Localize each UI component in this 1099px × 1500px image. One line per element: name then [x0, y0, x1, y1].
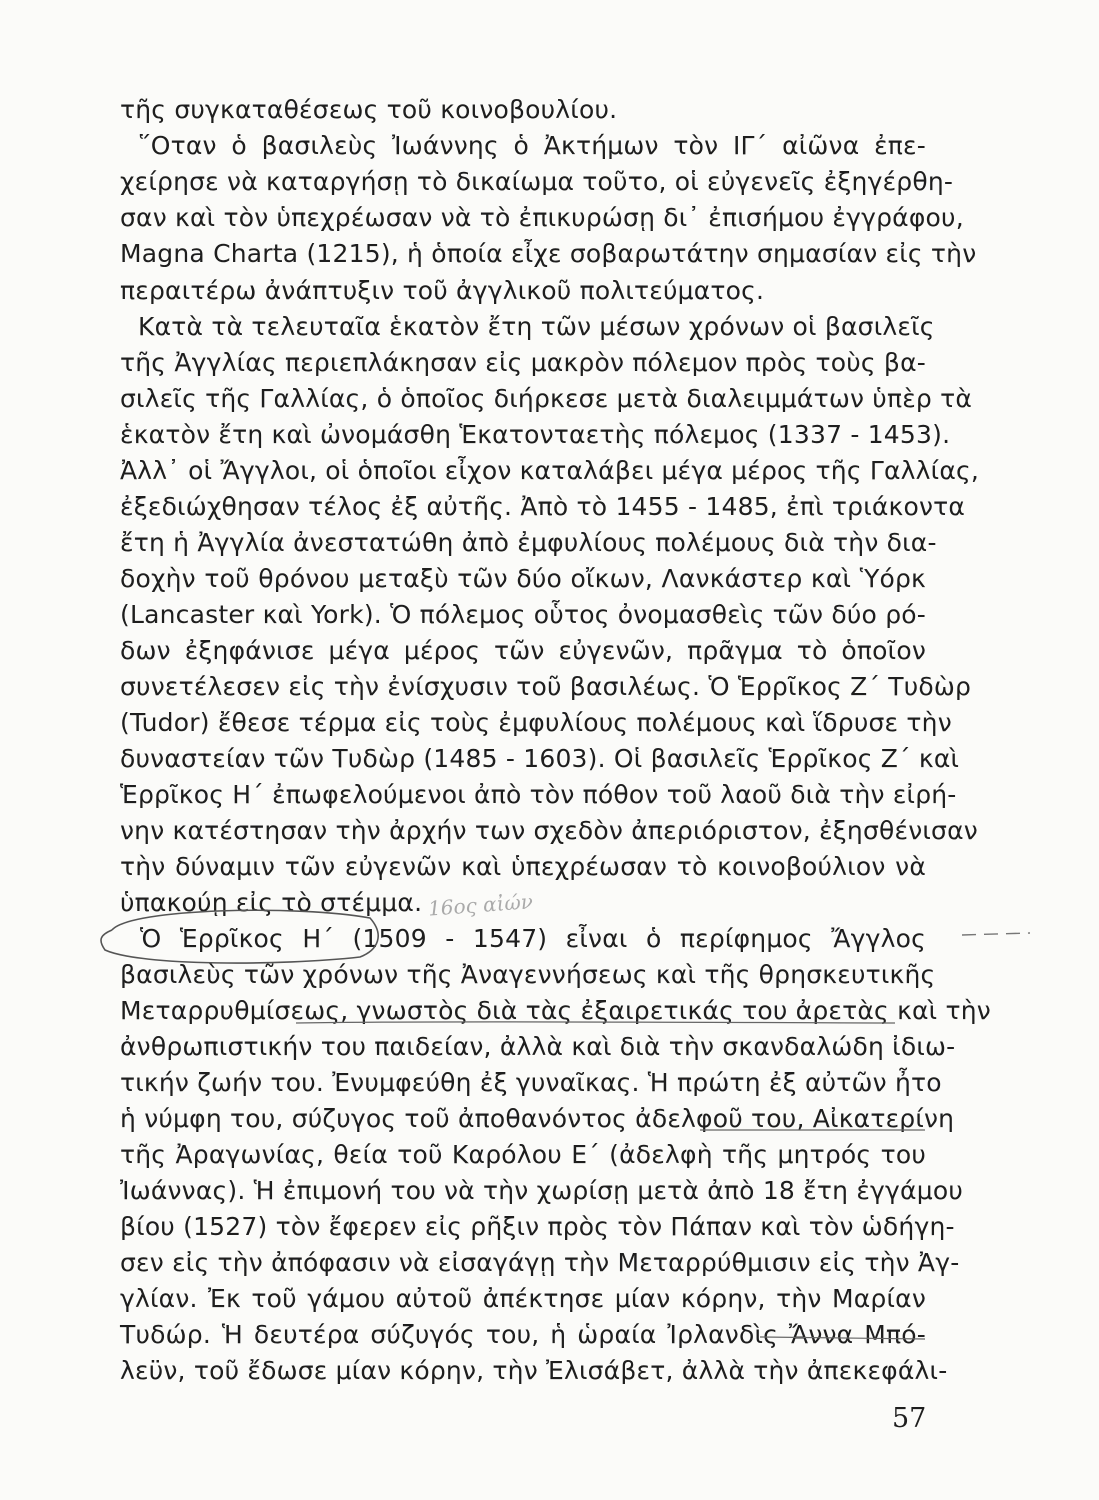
text-line: Ἀλλ᾽ οἱ Ἄγγλοι, οἱ ὁποῖοι εἶχον καταλάβει μέγα μέρος τῆς Γαλλίας, [120, 456, 980, 485]
text-line: ἀνθρωπιστικήν του παιδείαν, ἀλλὰ καὶ διὰ τὴν σκανδαλώδη ἰδιω- [120, 1032, 956, 1061]
margin-note: 16ος αἰών [427, 889, 534, 921]
text-line: Τυδώρ. Ἡ δευτέρα σύζυγός του, ἡ ὡραία Ἰρλανδὶς Ἄννα Μπό- [120, 1320, 926, 1349]
text-line: Ἰωάννας). Ἡ ἐπιμονή του νὰ τὴν χωρίσῃ μετὰ ἀπὸ 18 ἔτη ἐγγάμου [120, 1176, 963, 1205]
text-line: Κατὰ τὰ τελευταῖα ἑκατὸν ἔτη τῶν μέσων χρόνων οἱ βασιλεῖς [138, 312, 935, 341]
text-line: δοχὴν τοῦ θρόνου μεταξὺ τῶν δύο οἴκων, Λανκάστερ καὶ Ὑόρκ [120, 564, 926, 593]
page-number: 57 [892, 1403, 927, 1434]
text-line: (Lancaster καὶ York). Ὁ πόλεμος οὗτος ὀνομασθεὶς τῶν δύο ρό- [120, 600, 926, 629]
text-line: βίου (1527) τὸν ἔφερεν εἰς ρῆξιν πρὸς τὸν Πάπαν καὶ τὸν ὡδήγη- [120, 1212, 955, 1241]
text-line: ῞Οταν ὁ βασιλεὺς Ἰωάννης ὁ Ἀκτήμων τὸν ΙΓ΄ αἰῶνα ἐπε- [138, 131, 926, 160]
text-line: Ὁ Ἑρρῖκος Η΄ (1509 - 1547) εἶναι ὁ περίφημος Ἄγγλος [140, 924, 926, 953]
text-line: ἔτη ἡ Ἀγγλία ἀνεστατώθη ἀπὸ ἐμφυλίους πολέμους διὰ τὴν δια- [120, 528, 937, 557]
text-line: τῆς Ἀγγλίας περιεπλάκησαν εἰς μακρὸν πόλεμον πρὸς τοὺς βα- [120, 348, 926, 377]
text-line: Magna Charta (1215), ἡ ὁποία εἶχε σοβαρωτάτην σημασίαν εἰς τὴν [120, 239, 977, 268]
text-line: ὑπακούῃ εἰς τὸ στέμμα. [120, 888, 423, 917]
text-line: Μεταρρυθμίσεως, γνωστὸς διὰ τὰς ἐξαιρετικάς του ἀρετὰς καὶ τὴν [120, 996, 991, 1025]
text-line: τῆς Ἀραγωνίας, θεία τοῦ Καρόλου Ε΄ (ἀδελφὴ τῆς μητρός του [120, 1140, 926, 1169]
text-line: τικήν ζωήν του. Ἐνυμφεύθη ἐξ γυναῖκας. Ἡ πρώτη ἐξ αὐτῶν ἦτο [120, 1068, 942, 1097]
text-line: ἡ νύμφη του, σύζυγος τοῦ ἀποθανόντος ἀδελφοῦ του, Αἰκατερίνη [120, 1104, 955, 1133]
text-line: βασιλεὺς τῶν χρόνων τῆς Ἀναγεννήσεως καὶ τῆς θρησκευτικῆς [120, 960, 936, 989]
margin-dash-mark [962, 933, 1030, 935]
text-line: γλίαν. Ἐκ τοῦ γάμου αὐτοῦ ἀπέκτησε μίαν κόρην, τὴν Μαρίαν [120, 1284, 926, 1313]
text-line: συνετέλεσεν εἰς τὴν ἐνίσχυσιν τοῦ βασιλέως. Ὁ Ἑρρῖκος Ζ΄ Τυδὼρ [120, 672, 972, 701]
text-line: ἐξεδιώχθησαν τέλος ἐξ αὐτῆς. Ἀπὸ τὸ 1455 - 1485, ἐπὶ τριάκοντα [120, 492, 966, 521]
text-line: νην κατέστησαν τὴν ἀρχήν των σχεδὸν ἀπεριόριστον, ἐξησθένισαν [120, 816, 978, 845]
text-line: ἑκατὸν ἔτη καὶ ὠνομάσθη Ἑκατονταετὴς πόλεμος (1337 - 1453). [120, 420, 951, 449]
text-line: δυναστείαν τῶν Τυδὼρ (1485 - 1603). Οἱ βασιλεῖς Ἑρρῖκος Ζ΄ καὶ [120, 744, 960, 773]
text-line: σιλεῖς τῆς Γαλλίας, ὁ ὁποῖος διήρκεσε μετὰ διαλειμμάτων ὑπὲρ τὰ [120, 384, 973, 413]
text-line: σαν καὶ τὸν ὑπεχρέωσαν νὰ τὸ ἐπικυρώσῃ δι᾽ ἐπισήμου ἐγγράφου, [120, 203, 964, 232]
text-line: Ἑρρῖκος Η΄ ἐπωφελούμενοι ἀπὸ τὸν πόθον τοῦ λαοῦ διὰ τὴν εἰρή- [120, 780, 957, 809]
text-line: σεν εἰς τὴν ἀπόφασιν νὰ εἰσαγάγῃ τὴν Μεταρρύθμισιν εἰς τὴν Ἀγ- [120, 1248, 960, 1277]
text-line: τὴν δύναμιν τῶν εὐγενῶν καὶ ὑπεχρέωσαν τὸ κοινοβούλιον νὰ [120, 852, 926, 881]
text-line: περαιτέρω ἀνάπτυξιν τοῦ ἀγγλικοῦ πολιτεύματος. [120, 276, 765, 305]
text-line: δων ἐξηφάνισε μέγα μέρος τῶν εὐγενῶν, πρᾶγμα τὸ ὁποῖον [120, 636, 926, 665]
text-line: χείρησε νὰ καταργήσῃ τὸ δικαίωμα τοῦτο, οἱ εὐγενεῖς ἐξηγέρθη- [120, 167, 954, 196]
text-line: τῆς συγκαταθέσεως τοῦ κοινοβουλίου. [120, 95, 618, 124]
text-line: (Tudor) ἔθεσε τέρμα εἰς τοὺς ἐμφυλίους πολέμους καὶ ἵδρυσε τὴν [120, 708, 952, 737]
text-line: λεϋν, τοῦ ἔδωσε μίαν κόρην, τὴν Ἐλισάβετ, ἀλλὰ τὴν ἀπεκεφάλι- [120, 1356, 948, 1385]
